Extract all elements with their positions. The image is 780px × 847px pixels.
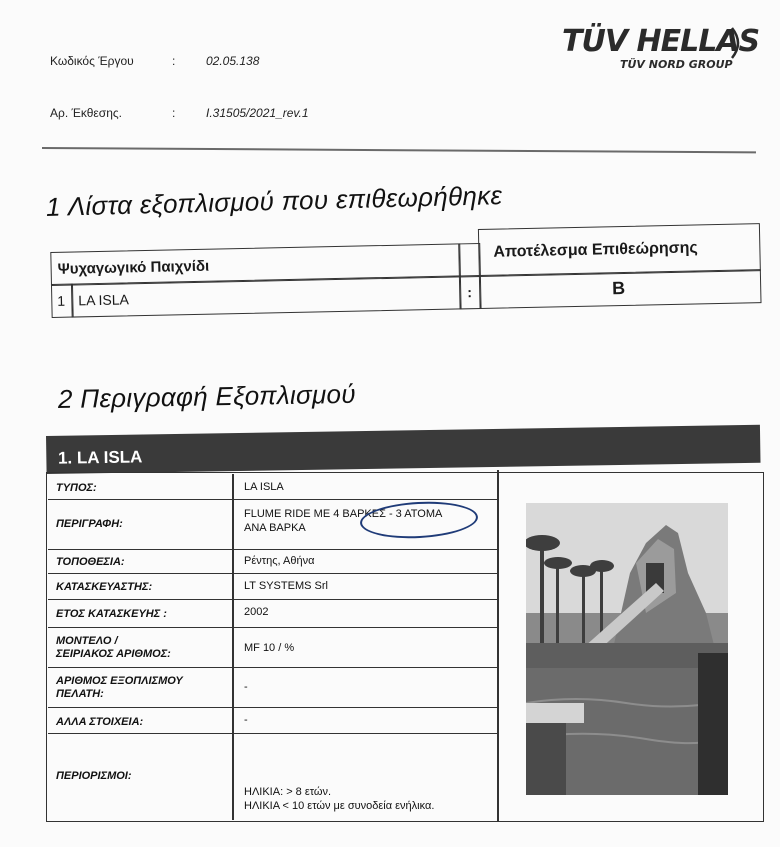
row-result-cell [479,269,762,309]
equipment-column-header: Ψυχαγωγικό Παιχνίδι [57,257,210,278]
report-number-row [50,106,370,122]
section2-title: 2 Περιγραφή Εξοπλισμού [57,378,357,414]
spec-row-other [48,708,498,734]
spec-label-restrictions: ΠΕΡΙΟΡΙΣΜΟΙ: [56,770,132,782]
result-header-cell [478,223,761,277]
row-number: 1 [57,292,66,309]
spec-value-restrictions-line1: ΗΛΙΚΙΑ: > 8 ετών. [244,786,332,798]
spec-label-description: ΠΕΡΙΓΡΑΦΗ: [56,518,123,530]
spec-label-location: ΤΟΠΟΘΕΣΙΑ: [56,556,125,568]
project-code-row [50,54,350,70]
spec-value-model: MF 10 / % [244,642,295,654]
header-divider [42,147,756,153]
spec-label-model-line1: ΜΟΝΤΕΛΟ / [56,635,118,647]
report-number-colon: : [172,106,176,120]
spec-value-other: - [244,714,248,726]
spec-value-manufacturer: LT SYSTEMS Srl [244,580,328,592]
spec-row-model [48,628,498,668]
spec-row-client-number [48,668,498,708]
project-code-value: 02.05.138 [206,54,260,68]
spec-label-client-number-line2: ΠΕΛΑΤΗ: [56,688,104,700]
spec-row-location [48,550,498,574]
spec-label-other: ΑΛΛΑ ΣΤΟΙΧΕΙΑ: [56,716,144,728]
logo-arc-icon [730,26,744,60]
spec-value-client-number: - [244,681,248,693]
equipment-list-table [50,223,762,326]
report-number-label: Αρ. Έκθεσης. [50,106,122,120]
equipment-band-label: 1. LA ISLA [57,447,143,468]
spec-value-location: Ρέντης, Αθήνα [244,555,315,567]
spec-row-year [48,600,498,628]
row-equipment-name: LA ISLA [78,291,130,309]
project-code-colon: : [172,54,176,68]
logo-sub-text: TÜV NORD GROUP [620,58,733,71]
row-result: B [611,277,626,299]
result-column-header: Αποτέλεσμα Επιθεώρησης [493,239,698,261]
spec-value-description-line2: ΑΝΑ ΒΑΡΚΑ [244,522,306,534]
spec-label-year: ΕΤΟΣ ΚΑΤΑΣΚΕΥΗΣ : [56,608,167,620]
spec-value-type: LA ISLA [244,481,284,493]
row-colon: : [467,284,473,301]
spec-row-restrictions [48,734,498,820]
spec-value-restrictions-line2: ΗΛΙΚΙΑ < 10 ετών με συνοδεία ενήλικα. [244,800,435,812]
section1-title: 1 Λίστα εξοπλισμού που επιθεωρήθηκε [45,180,503,222]
spec-value-year: 2002 [244,606,269,618]
project-code-label: Κωδικός Έργου [50,54,134,68]
spec-row-manufacturer [48,574,498,600]
logo-main-text: TÜV HELLAS [562,24,760,59]
equipment-band [46,425,761,474]
spec-value-description-line1: FLUME RIDE ΜΕ 4 ΒΑΡΚΕΣ - 3 ΑΤΟΜΑ [244,508,443,520]
spec-label-client-number-line1: ΑΡΙΘΜΟΣ ΕΞΟΠΛΙΣΜΟΥ [56,675,183,687]
equipment-photo [526,503,728,795]
spec-label-model-line2: ΣΕΙΡΙΑΚΟΣ ΑΡΙΘΜΟΣ: [56,648,171,660]
spec-row-type [48,474,498,500]
row-name-cell [71,275,462,317]
report-number-value: I.31505/2021_rev.1 [206,106,309,120]
spec-label-type: ΤΥΠΟΣ: [56,482,97,494]
spec-label-manufacturer: ΚΑΤΑΣΚΕΥΑΣΤΗΣ: [56,581,153,593]
tuv-hellas-logo [562,24,760,76]
